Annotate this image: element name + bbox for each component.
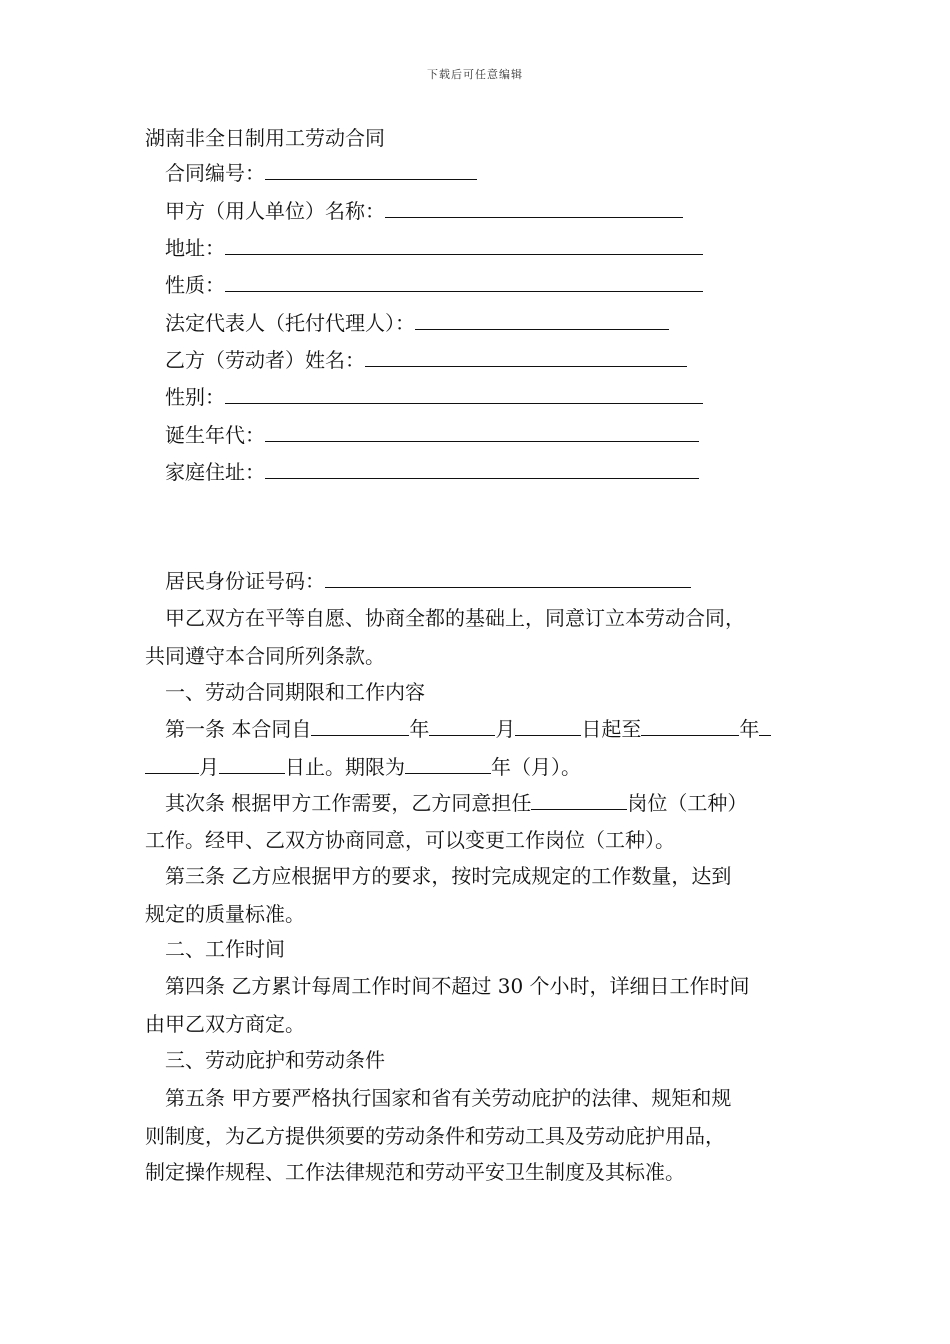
article-1-text-e: 年	[739, 717, 760, 741]
address-blank	[225, 235, 703, 255]
section-3-heading: 三、劳动庇护和劳动条件	[165, 1048, 385, 1072]
term-length-blank	[405, 754, 491, 774]
contract-number-blank	[265, 160, 477, 180]
home-address-blank	[265, 459, 699, 479]
start-day-blank	[515, 716, 581, 736]
article-2-text-b: 岗位（工种）	[627, 791, 748, 815]
start-year-blank	[311, 716, 409, 736]
article-2-line-2: 工作。经甲、乙双方协商同意，可以变更工作岗位（工种）。	[145, 828, 675, 852]
article-1-text-d: 日起至	[581, 717, 642, 741]
gender-field	[165, 384, 703, 409]
section-2-heading: 二、工作时间	[165, 937, 285, 961]
position-blank	[531, 790, 627, 810]
birth-label: 诞生年代：	[165, 423, 265, 447]
intro-paragraph-line-2: 共同遵守本合同所列条款。	[145, 644, 385, 668]
party-a-name-blank	[385, 198, 683, 218]
legal-rep-blank	[415, 310, 669, 330]
home-address-field	[165, 459, 699, 484]
start-month-blank	[429, 716, 495, 736]
address-label: 地址：	[165, 236, 225, 260]
party-b-name-label: 乙方（劳动者）姓名：	[165, 348, 365, 372]
article-5-line-1: 第五条 甲方要严格执行国家和省有关劳动庇护的法律、规矩和规	[165, 1086, 732, 1110]
article-1-text-c: 月	[495, 717, 516, 741]
party-b-name-blank	[365, 347, 687, 367]
gender-blank	[225, 384, 703, 404]
article-3-line-1: 第三条 乙方应根据甲方的要求，按时完成规定的工作数量，达到	[165, 864, 732, 888]
page-header: 下载后可任意编辑	[427, 68, 523, 81]
article-3-line-2: 规定的质量标准。	[145, 902, 305, 926]
legal-rep-label: 法定代表人（托付代理人）：	[165, 311, 415, 335]
article-2-line-1	[165, 790, 747, 815]
party-b-name-field	[165, 347, 687, 372]
id-number-field	[165, 568, 691, 593]
article-2-text-a: 其次条 根据甲方工作需要，乙方同意担任	[165, 791, 532, 815]
article-1-line-1	[165, 716, 771, 741]
party-a-name-label: 甲方（用人单位）名称：	[165, 199, 385, 223]
end-year-blank	[641, 716, 739, 736]
party-a-name-field	[165, 198, 683, 223]
nature-label: 性质：	[165, 273, 225, 297]
end-month-blank-start	[759, 716, 771, 736]
article-1-text-b: 年	[409, 717, 430, 741]
contract-number-label: 合同编号：	[165, 161, 265, 185]
id-number-label: 居民身份证号码：	[165, 569, 325, 593]
article-4-line-2: 由甲乙双方商定。	[145, 1012, 305, 1036]
article-5-line-2: 则制度，为乙方提供须要的劳动条件和劳动工具及劳动庇护用品，	[145, 1124, 725, 1148]
id-number-blank	[325, 568, 691, 588]
address-field	[165, 235, 703, 260]
article-1-text-h: 年（月）。	[491, 755, 581, 779]
document-title: 湖南非全日制用工劳动合同	[145, 126, 385, 150]
article-1-text-f: 月	[199, 755, 219, 779]
birth-field	[165, 422, 699, 447]
article-1-text-g: 日止。期限为	[285, 755, 405, 779]
end-day-blank	[219, 754, 285, 774]
article-1-text-a: 第一条 本合同自	[165, 717, 312, 741]
end-month-blank	[145, 754, 199, 774]
intro-paragraph-line-1: 甲乙双方在平等自愿、协商全都的基础上，同意订立本劳动合同，	[165, 606, 745, 630]
nature-blank	[225, 272, 703, 292]
article-4-line-1: 第四条 乙方累计每周工作时间不超过 30 个小时，详细日工作时间	[165, 974, 750, 998]
home-address-label: 家庭住址：	[165, 460, 265, 484]
gender-label: 性别：	[165, 385, 225, 409]
legal-rep-field	[165, 310, 669, 335]
contract-number-field	[165, 160, 477, 185]
article-5-line-3: 制定操作规程、工作法律规范和劳动平安卫生制度及其标准。	[145, 1160, 685, 1184]
nature-field	[165, 272, 703, 297]
birth-blank	[265, 422, 699, 442]
section-1-heading: 一、劳动合同期限和工作内容	[165, 680, 425, 704]
article-1-line-2	[145, 754, 581, 779]
